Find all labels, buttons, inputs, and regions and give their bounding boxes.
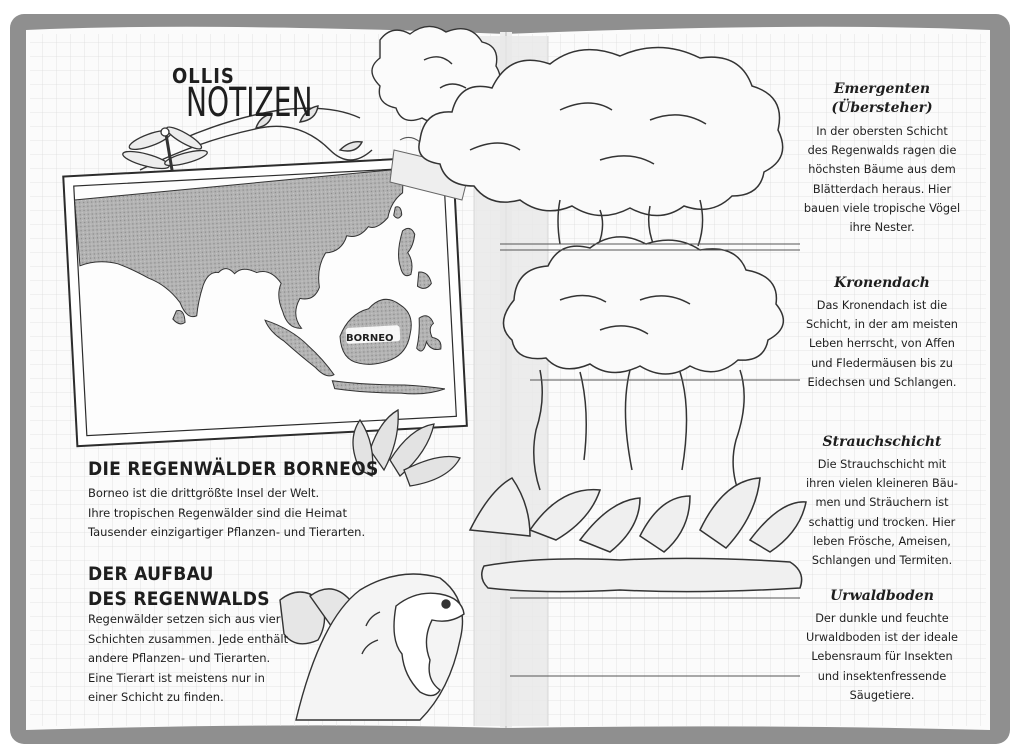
section-heading-aufbau xyxy=(88,562,270,612)
layer-title-urwaldboden: Urwaldboden xyxy=(830,588,934,604)
heading-line: DES REGENWALDS xyxy=(88,588,270,610)
brand-title: NOTIZEN xyxy=(186,80,313,126)
text-line: Urwaldboden ist der ideale xyxy=(805,631,958,645)
text-line: höchsten Bäume aus dem xyxy=(808,163,956,177)
text-line: Borneo ist die drittgrößte Insel der Welt. xyxy=(88,486,320,500)
text-line: Ihre tropischen Regenwälder sind die Heimat xyxy=(88,505,347,520)
text-line: Schichten zusammen. Jede enthält xyxy=(88,631,289,646)
text-line: Schicht, in der am meisten xyxy=(806,318,958,332)
text-line: andere Pflanzen- und Tierarten. xyxy=(88,651,271,666)
heading-line: DER AUFBAU xyxy=(88,563,214,585)
layer-title-emergenten xyxy=(797,80,967,118)
text-line: Säugetiere. xyxy=(849,688,915,702)
text-line: In der obersten Schicht xyxy=(816,125,948,138)
text-line: Tausender einzigartiger Pflanzen- und Tierarten. xyxy=(88,525,366,540)
borneo-map-photo xyxy=(63,156,467,446)
layer-text-strauchschicht xyxy=(792,455,972,570)
text-line: bauen viele tropische Vögel xyxy=(803,201,961,215)
brand-small: OLLIS xyxy=(172,64,235,88)
text-line: schattig und trocken. Hier xyxy=(808,515,956,529)
text-line: einer Schicht zu finden. xyxy=(88,690,224,705)
text-line: ihren vielen kleineren Bäu- xyxy=(806,477,958,491)
text-line: Eine Tierart ist meistens nur in xyxy=(88,670,265,685)
text-line: Der dunkle und feuchte xyxy=(815,612,949,625)
title-line: (Übersteher) xyxy=(831,100,933,116)
text-line: Regenwälder setzen sich aus vier xyxy=(88,612,281,626)
text-line: Schlangen und Termiten. xyxy=(811,554,953,568)
text-line: men und Sträuchern ist xyxy=(815,496,949,510)
text-line: und insektenfressende xyxy=(817,669,947,683)
text-line: Blätterdach heraus. Hier xyxy=(812,182,952,196)
text-line: Die Strauchschicht mit xyxy=(817,458,947,471)
map-label-borneo: BORNEO xyxy=(346,333,394,344)
layer-title-kronendach: Kronendach xyxy=(834,275,930,291)
layer-text-emergenten xyxy=(792,122,972,237)
layer-text-kronendach xyxy=(792,296,972,392)
text-line: Das Kronendach ist die xyxy=(816,299,948,312)
layer-title-strauchschicht: Strauchschicht xyxy=(822,434,942,450)
text-line: und Fledermäusen bis zu xyxy=(811,356,953,370)
layer-text-urwaldboden xyxy=(792,609,972,705)
section-text-regenwaelder xyxy=(88,484,365,543)
text-line: ihre Nester. xyxy=(849,221,915,235)
text-line: Lebensraum für Insekten xyxy=(811,650,953,664)
text-line: leben Frösche, Ameisen, xyxy=(813,534,951,548)
section-text-aufbau xyxy=(88,610,288,708)
text-line: Eidechsen und Schlangen. xyxy=(807,375,957,389)
text-line: Leben herrscht, von Affen xyxy=(809,337,955,351)
title-line: Emergenten xyxy=(833,81,931,97)
section-heading-regenwaelder: DIE REGENWÄLDER BORNEOS xyxy=(88,458,379,480)
text-line: des Regenwalds ragen die xyxy=(807,144,957,158)
